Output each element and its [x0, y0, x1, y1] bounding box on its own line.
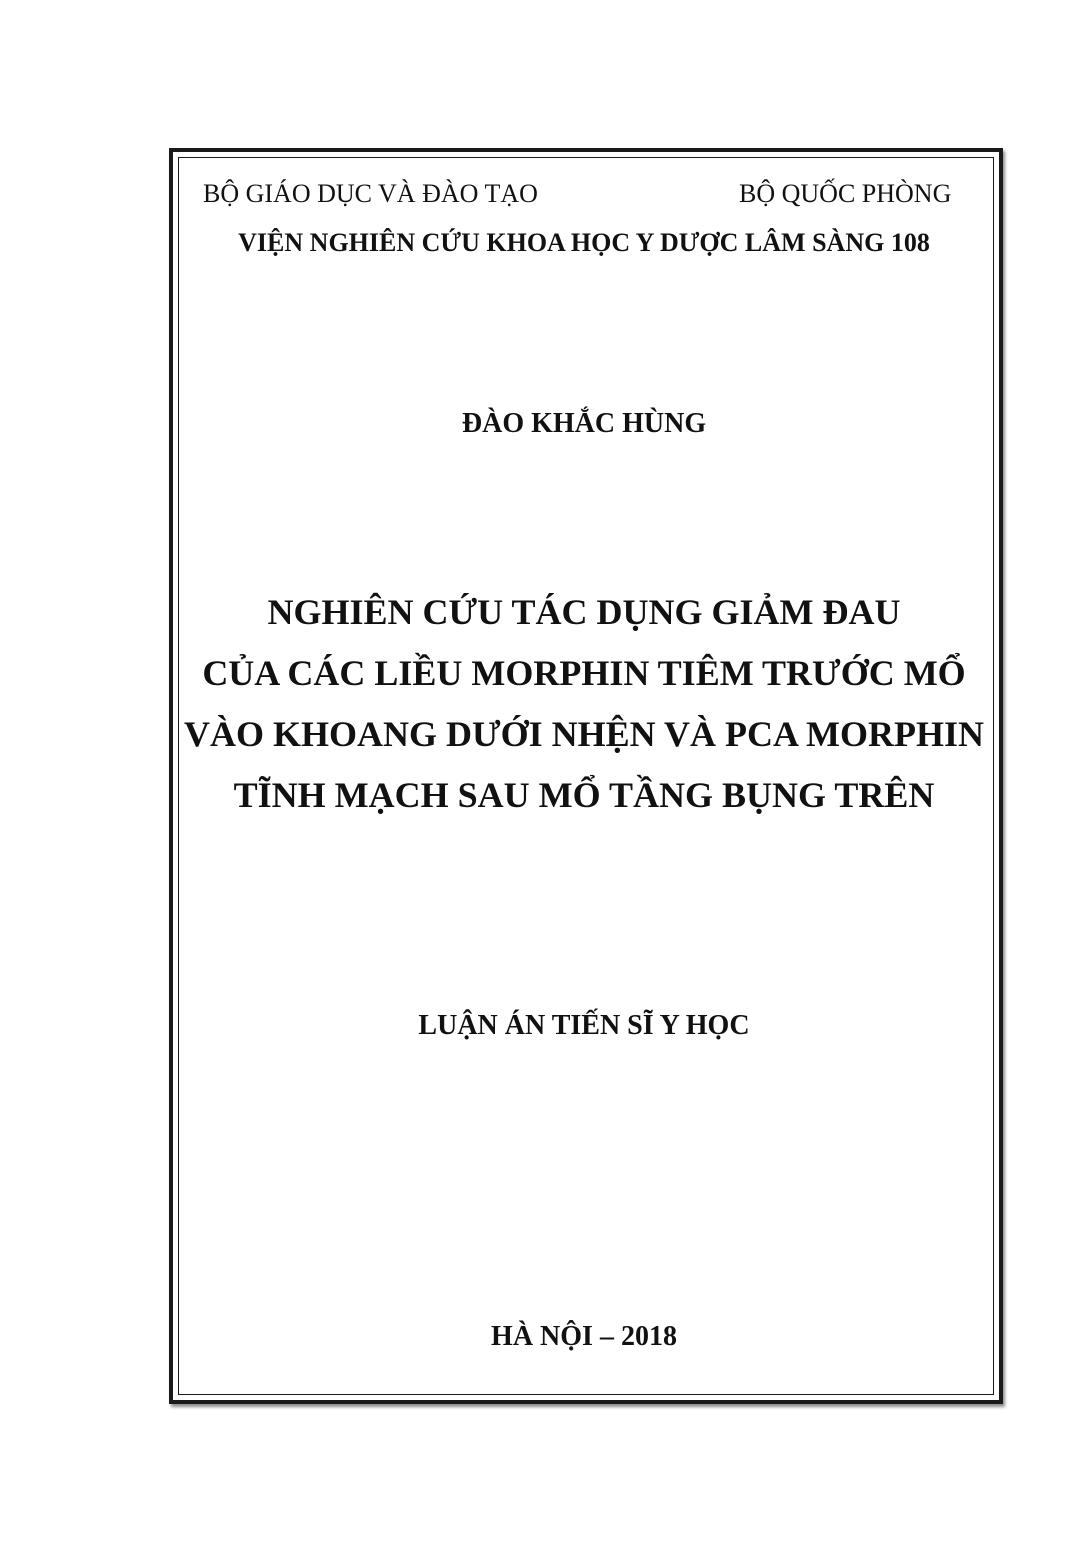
institute-name: VIỆN NGHIÊN CỨU KHOA HỌC Y DƯỢC LÂM SÀNG 108 — [238, 228, 930, 257]
title-line: VÀO KHOANG DƯỚI NHỆN VÀ PCA MORPHIN — [184, 714, 984, 754]
degree-label: LUẬN ÁN TIẾN SĨ Y HỌC — [418, 1010, 750, 1041]
title-line: TĨNH MẠCH SAU MỔ TẦNG BỤNG TRÊN — [233, 775, 935, 815]
ministry-education: BỘ GIÁO DỤC VÀ ĐÀO TẠO — [203, 179, 538, 208]
author-name: ĐÀO KHẮC HÙNG — [461, 408, 707, 439]
ministry-defense: BỘ QUỐC PHÒNG — [739, 179, 952, 208]
thesis-title — [0, 582, 1090, 826]
title-line: CỦA CÁC LIỀU MORPHIN TIÊM TRƯỚC MỔ — [202, 653, 966, 693]
place-year: HÀ NỘI – 2018 — [491, 1321, 677, 1352]
title-line: NGHIÊN CỨU TÁC DỤNG GIẢM ĐAU — [267, 592, 901, 632]
